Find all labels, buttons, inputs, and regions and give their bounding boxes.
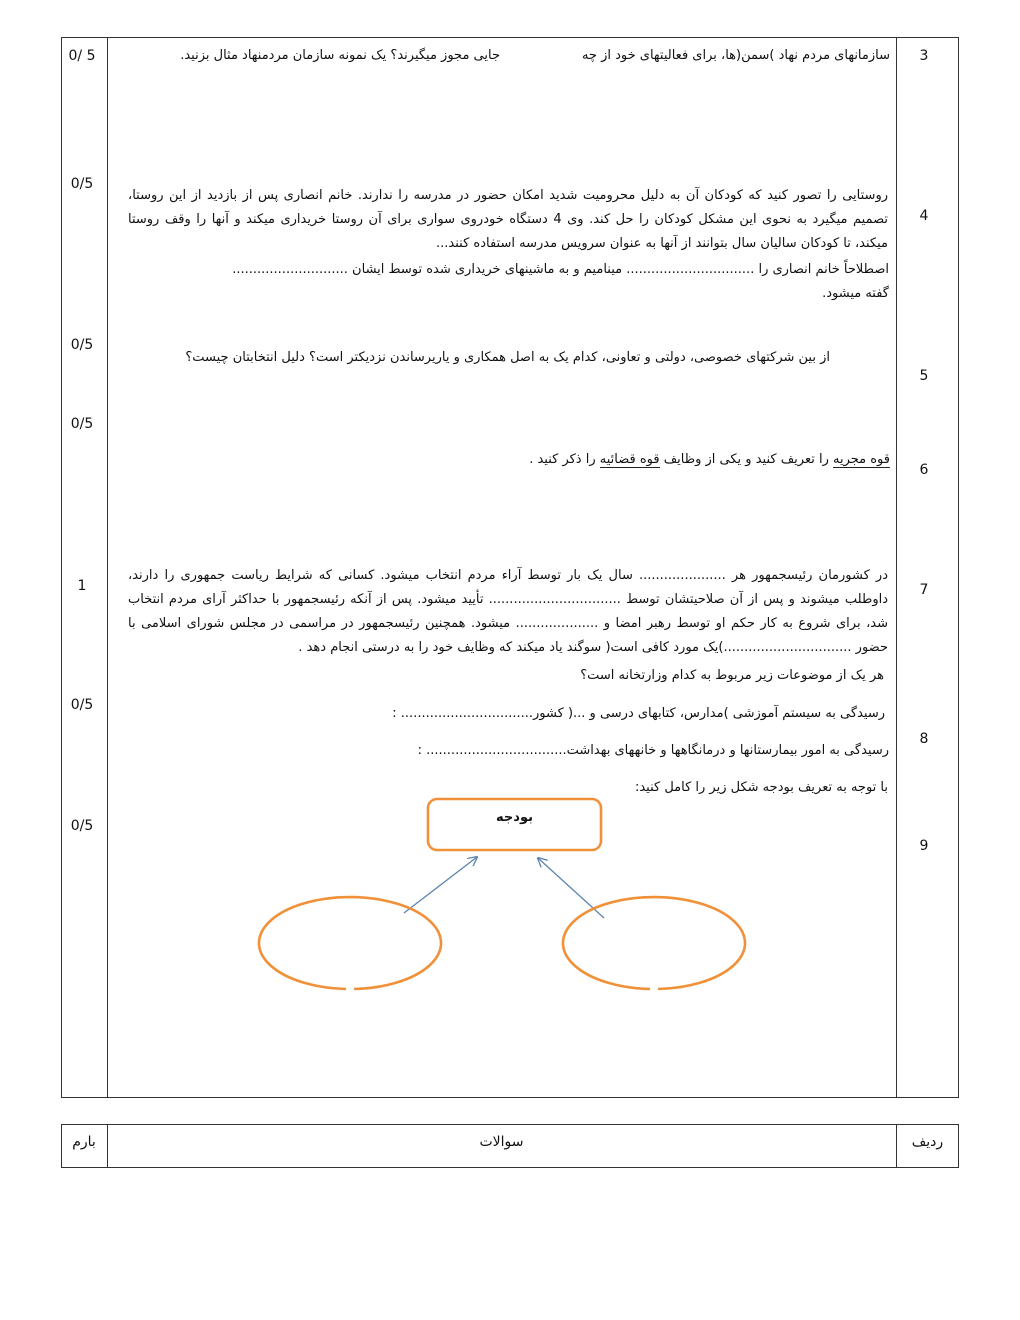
question-score: 0/5 xyxy=(70,416,94,432)
right-ellipse xyxy=(563,897,745,989)
question-8-intro: هر یک از موضوعات زیر مربوط به کدام وزارتخانه است؟ xyxy=(580,668,884,683)
header-row-number: ردیف xyxy=(911,1134,944,1150)
left-ellipse xyxy=(259,897,441,989)
header-score: بارم xyxy=(72,1134,96,1150)
row-column-divider xyxy=(896,37,897,1098)
question-number: 9 xyxy=(919,838,929,854)
question-7-paragraph: در کشورمان رئیسجمهور هر ..................... سال یک بار توسط آراء مردم انتخاب میشود. کسانی که شرایط ریاست جمهوری را دارند، داوطلب میشوند و پس از آن صلاحیتشان توسط ................................ تأیید میشود. پس از آنکه رئیسجمهور با حداکثر آرای مردم انتخاب شد، برای شروع به کار حکم او توسط رهبر امضا و .................... میشود. همچنین رئیسجمهور در مراسمی در مجلس شورای اسلامی با حضور ...............................)یک مورد کافی است( سوگند یاد میکند که وظایف خود را به درستی انجام دهد . xyxy=(128,568,888,655)
question-8-item-2: رسیدگی به امور بیمارستانها و درمانگاهها و خانههای بهداشت.................................. : xyxy=(417,743,889,758)
question-5-text: از بین شرکتهای خصوصی، دولتی و تعاونی، کدام یک به اصل همکاری و یاریرساندن نزدیکتر است؟ دلیل انتخابتان چیست؟ xyxy=(185,350,830,365)
question-3-text-part1: سازمانهای مردم نهاد )سمن(ها، برای فعالیتهای خود از چه xyxy=(581,48,890,63)
question-8-item-1: رسیدگی به سیستم آموزشی )مدارس، کتابهای درسی و ...( کشور................................ : xyxy=(392,706,885,721)
question-4-line-end: گفته میشود. xyxy=(822,286,889,301)
question-number: 7 xyxy=(919,582,929,598)
term-executive-power: قوه مجریه xyxy=(833,452,890,467)
question-score: 0/5 xyxy=(70,337,94,353)
left-arrow xyxy=(404,857,477,913)
question-score: 0/5 xyxy=(70,818,94,834)
question-9-instruction: با توجه به تعریف بودجه شکل زیر را کامل کنید: xyxy=(634,780,888,795)
question-number: 4 xyxy=(919,208,929,224)
question-4-paragraph: روستایی را تصور کنید که کودکان آن به دلیل محرومیت شدید امکان حضور در مدرسه را ندارند. خانم انصاری پس از بازدید از این روستا، تصمیم میگیرد به نحوی این مشکل کودکان را حل کند. وی 4 دستگاه خودروی سواری برای آن روستا خریداری میکند و آنها را وقف روستا میکند، تا کودکان سالیان سال بتوانند از آنها به عنوان سرویس مدرسه استفاده کنند... xyxy=(128,188,888,251)
question-number: 6 xyxy=(919,462,929,478)
question-score: 0/5 xyxy=(70,697,94,713)
question-number: 8 xyxy=(919,731,929,747)
question-score: 1 xyxy=(77,578,87,594)
question-number: 3 xyxy=(919,48,929,64)
question-score: 0/ 5 xyxy=(68,48,96,64)
score-column-divider xyxy=(107,37,108,1098)
question-number: 5 xyxy=(919,368,929,384)
question-4-fill-line: اصطلاحاً خانم انصاری را ............................... مینامیم و به ماشینهای خریداری شده توسط ایشان ............................ xyxy=(232,262,889,277)
question-3-text-part2: جایی مجوز میگیرند؟ یک نمونه سازمان مردمنهاد مثال بزنید. xyxy=(180,48,500,63)
budget-box-label: بودجه xyxy=(496,810,533,825)
header-questions: سوالات xyxy=(479,1134,524,1150)
question-6-text: قوه مجریه را تعریف کنید و یکی از وظایف قوه قضائیه را ذکر کنید . xyxy=(529,452,890,467)
term-judicial-power: قوه قضائیه xyxy=(599,452,660,467)
question-score: 0/5 xyxy=(70,176,94,192)
